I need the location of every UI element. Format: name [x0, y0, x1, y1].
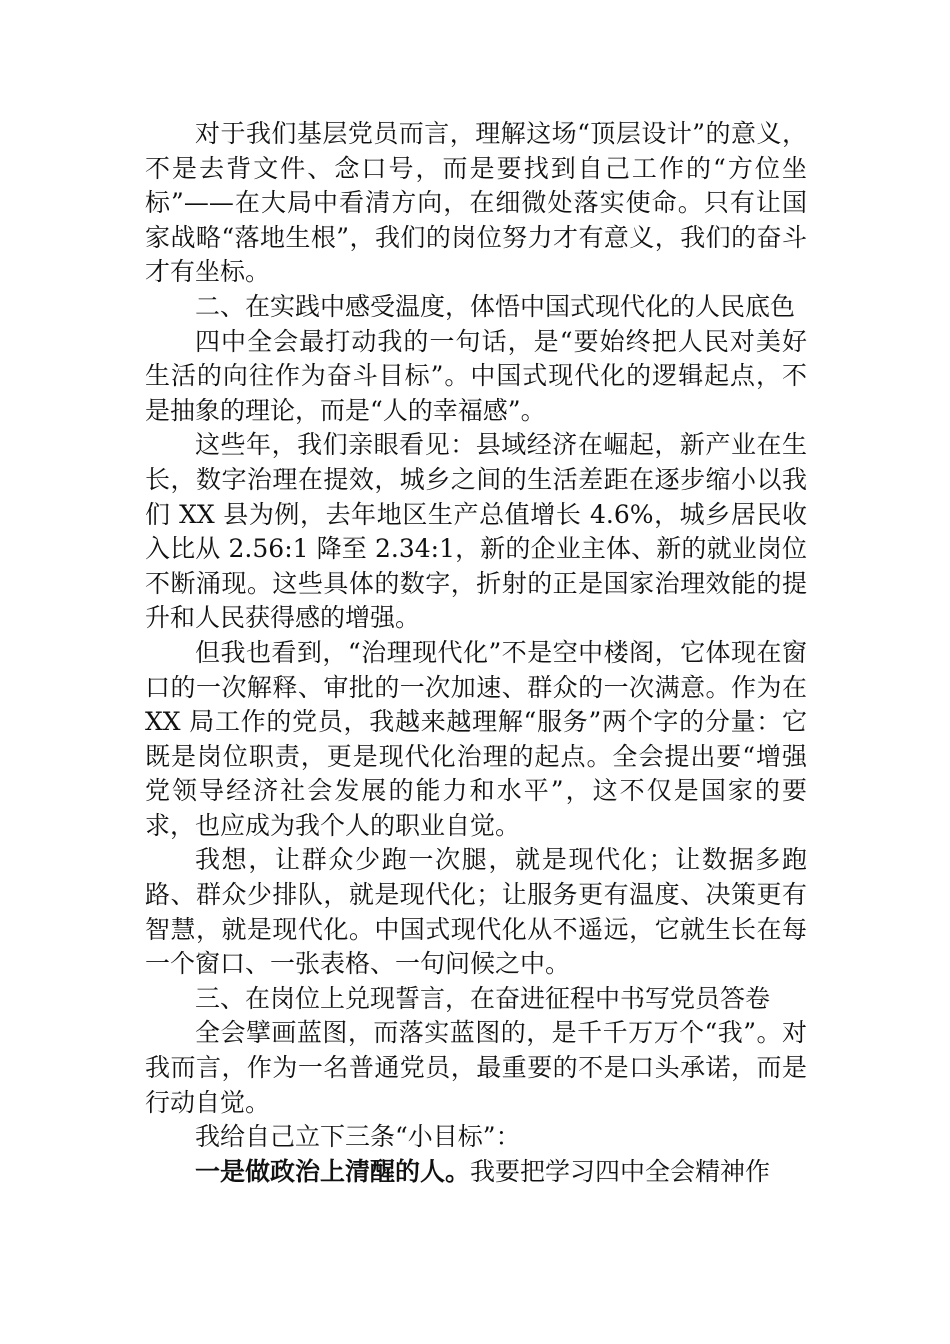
section-heading: 三、在岗位上兑现誓言，在奋进征程中书写党员答卷 — [195, 983, 771, 1013]
paragraph: 四中全会最打动我的一句话，是“要始终把人民对美好生活的向往作为奋斗目标”。中国式现代化的逻辑起点，不是抽象的理论，而是“人的幸福感”。 — [145, 326, 807, 425]
paragraph: 对于我们基层党员而言，理解这场“顶层设计”的意义，不是去背文件、念口号，而是要找到自己工作的“方位坐标”——在大局中看清方向，在细微处落实使命。只有让国家战略“落地生根”，我们的岗位努力才有意义，我们的奋斗才有坐标。 — [145, 119, 807, 287]
document-body — [145, 117, 807, 1189]
paragraph: 我想，让群众少跑一次腿，就是现代化；让数据多跑路、群众少排队，就是现代化；让服务更有温度、决策更有智慧，就是现代化。中国式现代化从不遥远，它就生长在每一个窗口、一张表格、一句问候之中。 — [145, 845, 807, 979]
paragraph-text: 我要把学习四中全会精神作 — [470, 1156, 771, 1186]
paragraph: 全会擘画蓝图，而落实蓝图的，是千千万万个“我”。对我而言，作为一名普通党员，最重要的不是口头承诺，而是行动自觉。 — [145, 1018, 807, 1117]
paragraph: 这些年，我们亲眼看见：县域经济在崛起，新产业在生长，数字治理在提效，城乡之间的生活差距在逐步缩小以我们 XX 县为例，去年地区生产总值增长 4.6%，城乡居民收入比从 2.56:1 降至 2.34:1，新的企业主体、新的就业岗位不断涌现。这些具体的数字，折射的正是国家治理效能的提升和人民获得感的增强。 — [145, 430, 807, 633]
bold-lead: 一是做政治上清醒的人。 — [195, 1156, 471, 1186]
paragraph: 但我也看到，“治理现代化”不是空中楼阁，它体现在窗口的一次解释、审批的一次加速、群众的一次满意。作为在 XX 局工作的党员，我越来越理解“服务”两个字的分量：它既是岗位职责，更是现代化治理的起点。全会提出要“增强党领导经济社会发展的能力和水平”，这不仅是国家的要求，也应成为我个人的职业自觉。 — [145, 637, 807, 840]
section-heading: 二、在实践中感受温度，体悟中国式现代化的人民底色 — [195, 291, 796, 321]
paragraph-with-lead — [145, 1155, 807, 1190]
paragraph: 我给自己立下三条“小目标”： — [195, 1122, 521, 1152]
